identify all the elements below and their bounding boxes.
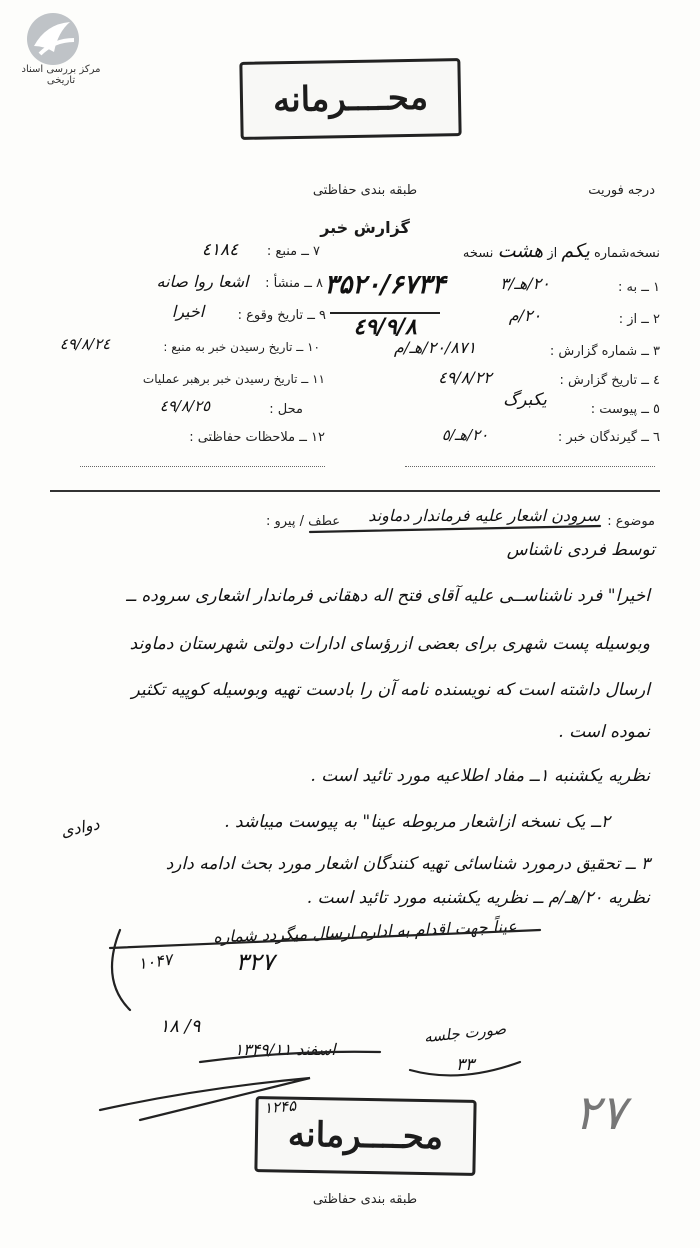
copy-total: هشت — [497, 240, 544, 262]
opinion-line-3: ۳ ــ تحقیق درمورد شناسائی تهیه کنندگان اشعار مورد بحث ادامه دارد — [165, 854, 650, 874]
subject-label: موضوع : — [607, 514, 655, 529]
place-value: ٤٩/۸/۲٥ — [159, 397, 211, 415]
copy-suffix: نسخه — [462, 246, 494, 261]
report-number-value: ۲۰/۸۷۱/هـ/م — [393, 338, 477, 357]
header-separator — [50, 490, 660, 492]
recipients-value: ۲۰/هـ/٥ — [441, 426, 489, 444]
opinion-line-4: نظریه ۲۰/هـ/م ــ نظریه یکشنبه مورد تائید است . — [306, 888, 650, 908]
attachment-value: یکبرگ — [503, 390, 547, 410]
remarks-label: ۱۲ ــ ملاحظات حفاظتی : — [189, 430, 325, 445]
receive-source-value: ٤٩/۸/۲٤ — [59, 335, 111, 353]
from-label: ۲ ــ از : — [618, 312, 660, 327]
report-title: گزارش خبر — [320, 218, 410, 237]
body-line-2: وبوسیله پست شهری برای بعضی ازرؤسای ادارات دولتی شهرستان دماوند — [129, 634, 650, 654]
opinion-line-2: ۲ــ یک نسخه ازاشعار مربوطه عینا" به پیوست میباشد . — [224, 812, 610, 832]
document-serial-date: ٤٩/۹/۸ — [330, 312, 440, 340]
pencil-mark-number: ۲۷ — [574, 1085, 626, 1141]
classification-label: طبقه بندی حفاظتی — [312, 183, 418, 198]
source-label: ۷ ــ منبع : — [266, 244, 320, 259]
attachment-label: ٥ ــ پیوست : — [590, 402, 660, 417]
subject-reference-label: عطف / پیرو : — [265, 514, 340, 529]
recipients-dotted-line — [405, 452, 655, 467]
body-line-4: نموده است . — [558, 722, 650, 742]
forwarding-note-number: ۳۲۷ — [235, 948, 275, 976]
body-line-3: ارسال داشته است که نویسنده نامه آن را بادست تهیه وبوسیله کوپیه تکثیر — [131, 680, 650, 700]
opinion-margin-note: دوادی — [58, 814, 102, 841]
report-date-value: ٤٩/۸/۲۲ — [438, 368, 492, 387]
archive-org-name: مرکز بررسی اسناد تاریخی — [21, 64, 101, 86]
signature-right: صورت جلسه — [423, 1019, 507, 1047]
origin-value: اشعا روا صانه — [156, 272, 249, 291]
copy-number: یکم — [561, 240, 590, 262]
handwritten-date: اسفند ۱۳۴۹/۱۱ — [234, 1040, 336, 1059]
urgency-label: درجه فوریت — [588, 183, 655, 198]
origin-label: ۸ ــ منشأ : — [265, 276, 323, 291]
opinion-line-1: نظریه یکشنبه ۱ــ مفاد اطلاعیه مورد تائید است . — [310, 766, 650, 786]
subject-underline-stroke — [310, 526, 600, 532]
receive-source-label: ۱۰ ــ تاریخ رسیدن خبر به منبع : — [163, 340, 320, 354]
from-value: ۲۰/م — [508, 306, 542, 325]
footer-classification-label: طبقه بندی حفاظتی — [312, 1192, 418, 1207]
subject-line-2: توسط فردی ناشناس — [506, 540, 655, 560]
stamp-handwritten-number: ۱۲۴۵ — [263, 1096, 297, 1118]
confidential-stamp-top: محــــرمانه — [239, 58, 461, 140]
forwarding-note-left-number: ۱۰۴۷ — [136, 949, 174, 974]
event-date-label: ۹ ــ تاریخ وقوع : — [237, 308, 326, 323]
place-label: محل : — [269, 402, 303, 417]
copy-label: نسخه‌شماره — [593, 246, 660, 261]
body-line-1: اخیرا" فرد ناشناســی علیه آقای فتح اله دهقانی فرماندار اشعاری سروده ــ — [126, 586, 650, 606]
copy-of-label: از — [547, 246, 558, 261]
subject-text: سرودن اشعار علیه فرماندار دماوند — [368, 506, 600, 525]
receive-ops-label: ۱۱ ــ تاریخ رسیدن خبر برهبر عملیات — [142, 372, 325, 386]
to-value: ۲۰/هـ/۳ — [500, 274, 550, 293]
archive-logo-icon — [24, 10, 82, 68]
remarks-dotted-line — [80, 452, 325, 467]
recipients-label: ٦ ــ گیرندگان خبر : — [557, 430, 660, 445]
forwarding-note: عیناً جهت اقدام به اداره ارسال میگردد شماره — [212, 916, 518, 947]
report-date-label: ٤ ــ تاریخ گزارش : — [559, 373, 660, 388]
signature-right-number: ۳۳ — [455, 1055, 475, 1075]
source-value: ٤١٨٤ — [201, 240, 239, 260]
report-number-label: ۳ ــ شماره گزارش : — [549, 344, 660, 359]
confidential-stamp-bottom: محــــرمانه — [254, 1096, 476, 1176]
document-serial-number: ۳۵۲۰/۶۷۳۴ — [324, 270, 446, 300]
signature-left: ٩/ ١٨ — [159, 1016, 201, 1037]
event-date-value: اخیرا — [171, 302, 205, 321]
copy-number-row — [360, 240, 660, 262]
to-label: ۱ ــ به : — [618, 280, 660, 295]
